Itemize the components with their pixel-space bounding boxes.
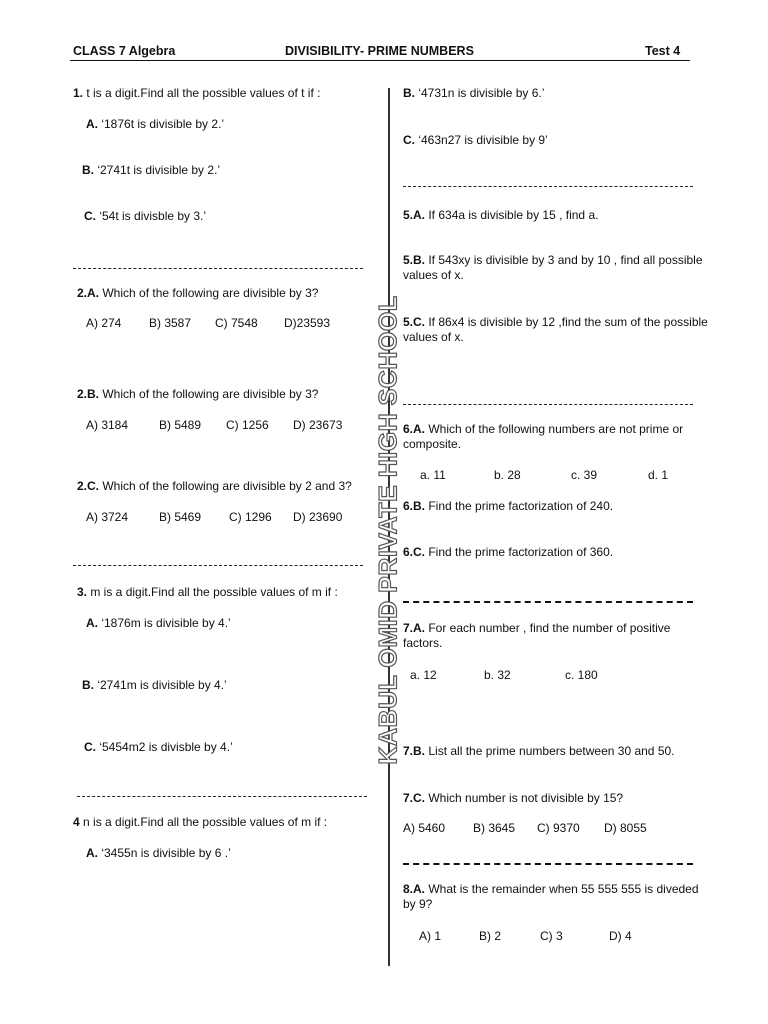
option: C) 1296 [229, 510, 272, 524]
question-1b: B. ‘2741t is divisible by 2.’ [82, 163, 221, 177]
option: B) 5489 [159, 418, 202, 432]
question-5a: 5.A. If 634a is divisible by 15 , find a. [403, 208, 599, 222]
option: A) 274 [86, 316, 122, 330]
question-1: 1. t is a digit.Find all the possible values of t if : [73, 86, 321, 100]
question-5b: 5.B. If 543xy is divisible by 3 and by 10 , find all possible values of x. [403, 253, 703, 282]
option: a. 11 [420, 468, 446, 482]
question-6c: 6.C. Find the prime factorization of 360. [403, 545, 614, 559]
option: c. 39 [571, 468, 598, 482]
option: B) 2 [479, 929, 502, 943]
option: B) 5469 [159, 510, 202, 524]
question-2c: 2.C. Which of the following are divisible by 2 and 3? [77, 479, 352, 493]
school-watermark: KABUL OMID PRIVATE HIGH SCHOOL [374, 295, 403, 765]
option: C) 1256 [226, 418, 269, 432]
option: B) 3645 [473, 821, 516, 835]
option: b. 32 [484, 668, 511, 682]
option: D) 8055 [604, 821, 647, 835]
question-5c: 5.C. If 86x4 is divisible by 12 ,find the sum of the possible values of x. [403, 315, 708, 344]
option: a. 12 [410, 668, 437, 682]
question-6b: 6.B. Find the prime factorization of 240. [403, 499, 614, 513]
option: D) 23673 [293, 418, 343, 432]
question-7c: 7.C. Which number is not divisible by 15? [403, 791, 624, 805]
option: D) 4 [609, 929, 632, 943]
question-3: 3. m is a digit.Find all the possible values of m if : [77, 585, 338, 599]
option: C) 9370 [537, 821, 580, 835]
question-7b: 7.B. List all the prime numbers between 30 and 50. [403, 744, 675, 758]
question-2b: 2.B. Which of the following are divisible by 3? [77, 387, 319, 401]
section-divider [77, 796, 367, 797]
section-divider [403, 186, 693, 187]
question-3b: B. ‘2741m is divisible by 4.’ [82, 678, 227, 692]
option: B) 3587 [149, 316, 192, 330]
header-test: Test 4 [645, 44, 681, 58]
section-divider [403, 863, 693, 865]
option: c. 180 [565, 668, 598, 682]
section-divider [73, 268, 363, 269]
option: D) 23690 [293, 510, 343, 524]
question-6a: 6.A. Which of the following numbers are not prime or composite. [403, 422, 684, 451]
option: C) 3 [540, 929, 563, 943]
question-8a: 8.A. What is the remainder when 55 555 555 is diveded by 9? [403, 882, 699, 911]
option: D)23593 [284, 316, 331, 330]
question-2a: 2.A. Which of the following are divisible by 3? [77, 286, 319, 300]
section-divider [403, 601, 693, 603]
question-1a: A. ‘1876t is divisible by 2.’ [86, 117, 225, 131]
header-title: DIVISIBILITY- PRIME NUMBERS [285, 44, 474, 58]
question-4a: A. ‘3455n is divisible by 6 .’ [86, 846, 231, 860]
option: C) 7548 [215, 316, 258, 330]
question-4c: C. ‘463n27 is divisible by 9’ [403, 133, 548, 147]
section-divider [73, 565, 363, 566]
option: b. 28 [494, 468, 521, 482]
option: A) 5460 [403, 821, 446, 835]
header-class: CLASS 7 Algebra [73, 44, 176, 58]
option: d. 1 [648, 468, 669, 482]
question-4b: B. ‘4731n is divisible by 6.’ [403, 86, 545, 100]
option: A) 3184 [86, 418, 129, 432]
option: A) 1 [419, 929, 442, 943]
question-1c: C. ‘54t is divisble by 3.’ [84, 209, 207, 223]
question-4: 4 n is a digit.Find all the possible values of m if : [73, 815, 328, 829]
header-rule [70, 60, 690, 61]
option: A) 3724 [86, 510, 129, 524]
question-3a: A. ‘1876m is divisible by 4.’ [86, 616, 231, 630]
question-7a: 7.A. For each number , find the number of positive factors. [403, 621, 671, 650]
question-3c: C. ‘5454m2 is divisble by 4.’ [84, 740, 233, 754]
section-divider [403, 404, 693, 405]
